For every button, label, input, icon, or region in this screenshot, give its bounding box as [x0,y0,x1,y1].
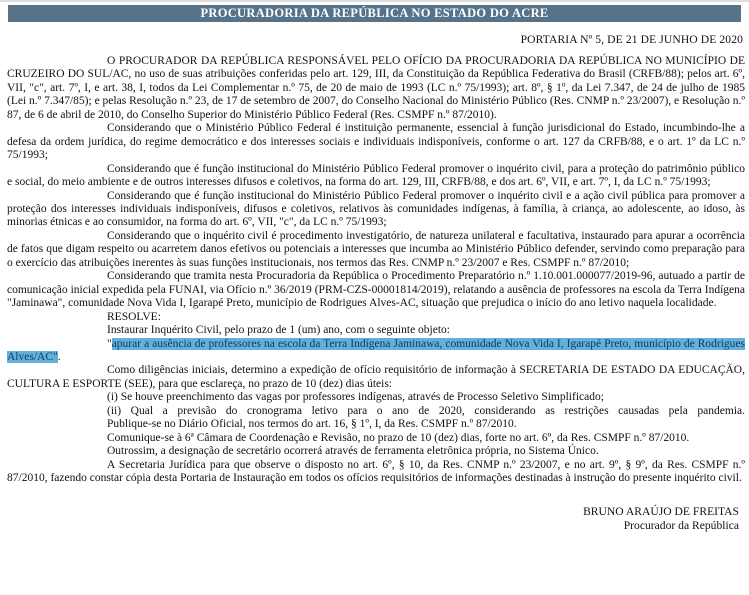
comunique-se-line: Comunique-se à 6ª Câmara de Coordenação e Revisão, no prazo de 10 (dez) dias, forte no art. 6º, da Res. CSMPF n.º 87/2010. [107,431,690,444]
paragraph-preamble: O PROCURADOR DA REPÚBLICA RESPONSÁVEL PELO OFÍCIO DA PROCURADORIA DA REPÚBLICA NO MUNICÍPIO DE CRUZEIRO DO SUL/AC, no uso de suas atribuições conferidas pelo art. 129, III, da Constituição da República Federativa do Brasil (CRFB/88); pelos art. 6º, VII, "c", art. 7º, I, e art. 38, I, todos da Lei Complementar n.º 75, de 20 de maio de 1993 (LC n.º 75/1993); art. 8º, § 1º, da Lei 7.347, de 24 de julho de 1985 (Lei n.º 7.347/85); e pelas Resolução n.º 23, de 17 de setembro de 2007, do Conselho Nacional do Ministério Público (Res. CNMP n.º 23/2007), e Resolução n.º 87, de 6 de abril de 2010, do Conselho Superior do Ministério Público Federal (Res. CSMPF n.º 87/2010). [7,55,745,121]
paragraph-considerando-4: Considerando que o inquérito civil é procedimento investigatório, de natureza unilateral e facultativa, instaurado para apurar a ocorrência de fatos que digam respeito ou acarretem danos efetivos ou potenciais a interesses que incumba ao Ministério Público defender, servindo como preparação para o exercício das atribuições inerentes às suas funções institucionais, nos termos das Res. CNMP n.º 23/2007 e Res. CSMPF n.º 87/2010; [7,229,745,269]
highlighted-objeto-text: apurar a ausência de professores na escola da Terra Indígena Jaminawa, comunidade Nova Vida I, Igarapé Preto, município de Rodrigues Alves/AC" [7,337,745,363]
signature-name: BRUNO ARAÚJO DE FREITAS [583,504,739,518]
item-i: (i) Se houve preenchimento das vagas por professores indígenas, através de Processo Seletivo Simplificado; [107,391,604,404]
resolve-heading: RESOLVE: [107,310,161,323]
paragraph-diligencias: Como diligências iniciais, determino a expedição de ofício requisitório de informação à SECRETARIA DE ESTADO DA EDUCAÇÃO, CULTURA E ESPORTE (SEE), para que esclareça, no prazo de 10 (dez) dias úteis: [7,364,745,390]
paragraph-considerando-2: Considerando que é função institucional do Ministério Público Federal promover o inquérito civil, para a proteção do patrimônio público e social, do meio ambiente e de outros interesses difusos e coletivos, na forma do art. 129, III, CRFB/88, e dos art. 6º, VII, e art. 7º, I, da LC n.º 75/1993; [7,162,745,189]
paragraph-considerando-5: Considerando que tramita nesta Procuradoria da República o Procedimento Preparatório n.º 1.10.001.000077/2019-96, autuado a partir de comunicação inicial expedida pela FUNAI, via Ofício n.º 36/2019 (PRM-CZS-00001814/2019), relatando a ausência de professores na escola da Terra Indígena "Jaminawa", comunidade Nova Vida I, Igarapé Preto, município de Rodrigues Alves-AC, situação que prejudica o início do ano letivo naquela localidade. [7,270,745,310]
document-header-bar: PROCURADORIA DA REPÚBLICA NO ESTADO DO ACRE [8,5,741,22]
item-ii: (ii) Qual a previsão do cronograma letivo para o ano de 2020, considerando as restrições causadas pela pandemia. [107,404,745,417]
outrossim-line: Outrossim, a designação de secretário ocorrerá através de ferramenta eletrônica própria, no Sistema Único. [107,445,599,458]
signature-block [0,505,749,534]
publique-se-line: Publique-se no Diário Oficial, nos termos do art. 16, § 1º, I, da Res. CSMPF n.º 87/2010. [107,418,517,431]
window-top-edge [0,0,749,2]
secretaria-juridica-line: A Secretaria Jurídica para que observe o disposto no art. 6º, § 10, da Res. CNMP n.º 23/2007, e no art. 9º, § 9º, da Res. CSMPF n.º 87/2010, fazendo constar cópia desta Portaria de Instauração em todos os ofícios requisitórios de informações destinadas à instrução do presente inquérito civil. [7,458,745,485]
paragraph-objeto [7,338,745,365]
objeto-end-period: . [57,350,61,363]
portaria-title: PORTARIA Nº 5, DE 21 DE JUNHO DE 2020 [520,33,743,46]
signature-role: Procurador da República [623,519,739,532]
instaurar-line: Instaurar Inquérito Civil, pelo prazo de 1 (um) ano, com o seguinte objeto: [107,324,450,337]
paragraph-considerando-3: Considerando que é função institucional do Ministério Público Federal promover o inquérito civil e a ação civil pública para promover a proteção dos interesses individuais indisponíveis, difusos e coletivos, relativos às comunidades indígenas, à família, à criança, ao adolescente, ao idoso, às minorias étnicas e ao consumidor, na forma do art. 6º, VII, "c", da LC n.º 75/1993; [7,189,745,229]
objeto-open-quote: " [107,337,112,350]
paragraph-considerando-1: Considerando que o Ministério Público Federal é instituição permanente, essencial à função jurisdicional do Estado, incumbindo-lhe a defesa da ordem jurídica, do regime democrático e dos interesses sociais e individuais indisponíveis, conforme o art. 127 da CRFB/88, e o art. 1º da LC n.º 75/1993; [7,122,745,162]
document-body [0,46,749,486]
